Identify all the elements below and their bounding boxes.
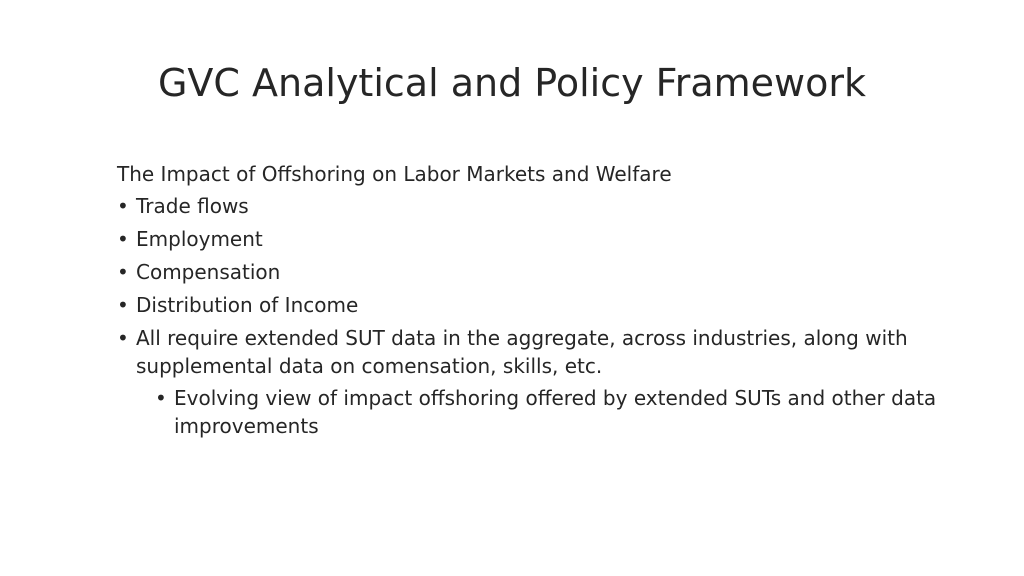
list-item bbox=[117, 225, 937, 253]
bullet-list bbox=[117, 192, 937, 440]
list-item bbox=[117, 324, 937, 440]
bullet-text: Distribution of Income bbox=[136, 293, 359, 317]
bullet-glyph: • bbox=[155, 386, 167, 410]
bullet-text: Trade flows bbox=[136, 194, 249, 218]
bullet-glyph: • bbox=[117, 194, 129, 218]
bullet-glyph: • bbox=[117, 227, 129, 251]
list-item bbox=[117, 258, 937, 286]
intro-text: The Impact of Offshoring on Labor Markets and Welfare bbox=[117, 162, 672, 186]
bullet-glyph: • bbox=[117, 293, 129, 317]
slide-title: GVC Analytical and Policy Framework bbox=[157, 61, 867, 105]
bullet-text: Employment bbox=[136, 227, 263, 251]
sub-list-item bbox=[155, 384, 937, 440]
bullet-glyph: • bbox=[117, 260, 129, 284]
bullet-glyph: • bbox=[117, 326, 129, 350]
sub-bullet-list bbox=[136, 384, 937, 440]
list-item bbox=[117, 291, 937, 319]
slide-body bbox=[117, 160, 937, 445]
bullet-text: All require extended SUT data in the aggregate, across industries, along with supplemental data on comensation, skills, etc. bbox=[136, 326, 908, 378]
sub-bullet-text: Evolving view of impact offshoring offered by extended SUTs and other data improvements bbox=[174, 386, 937, 438]
list-item bbox=[117, 192, 937, 220]
bullet-text: Compensation bbox=[136, 260, 281, 284]
